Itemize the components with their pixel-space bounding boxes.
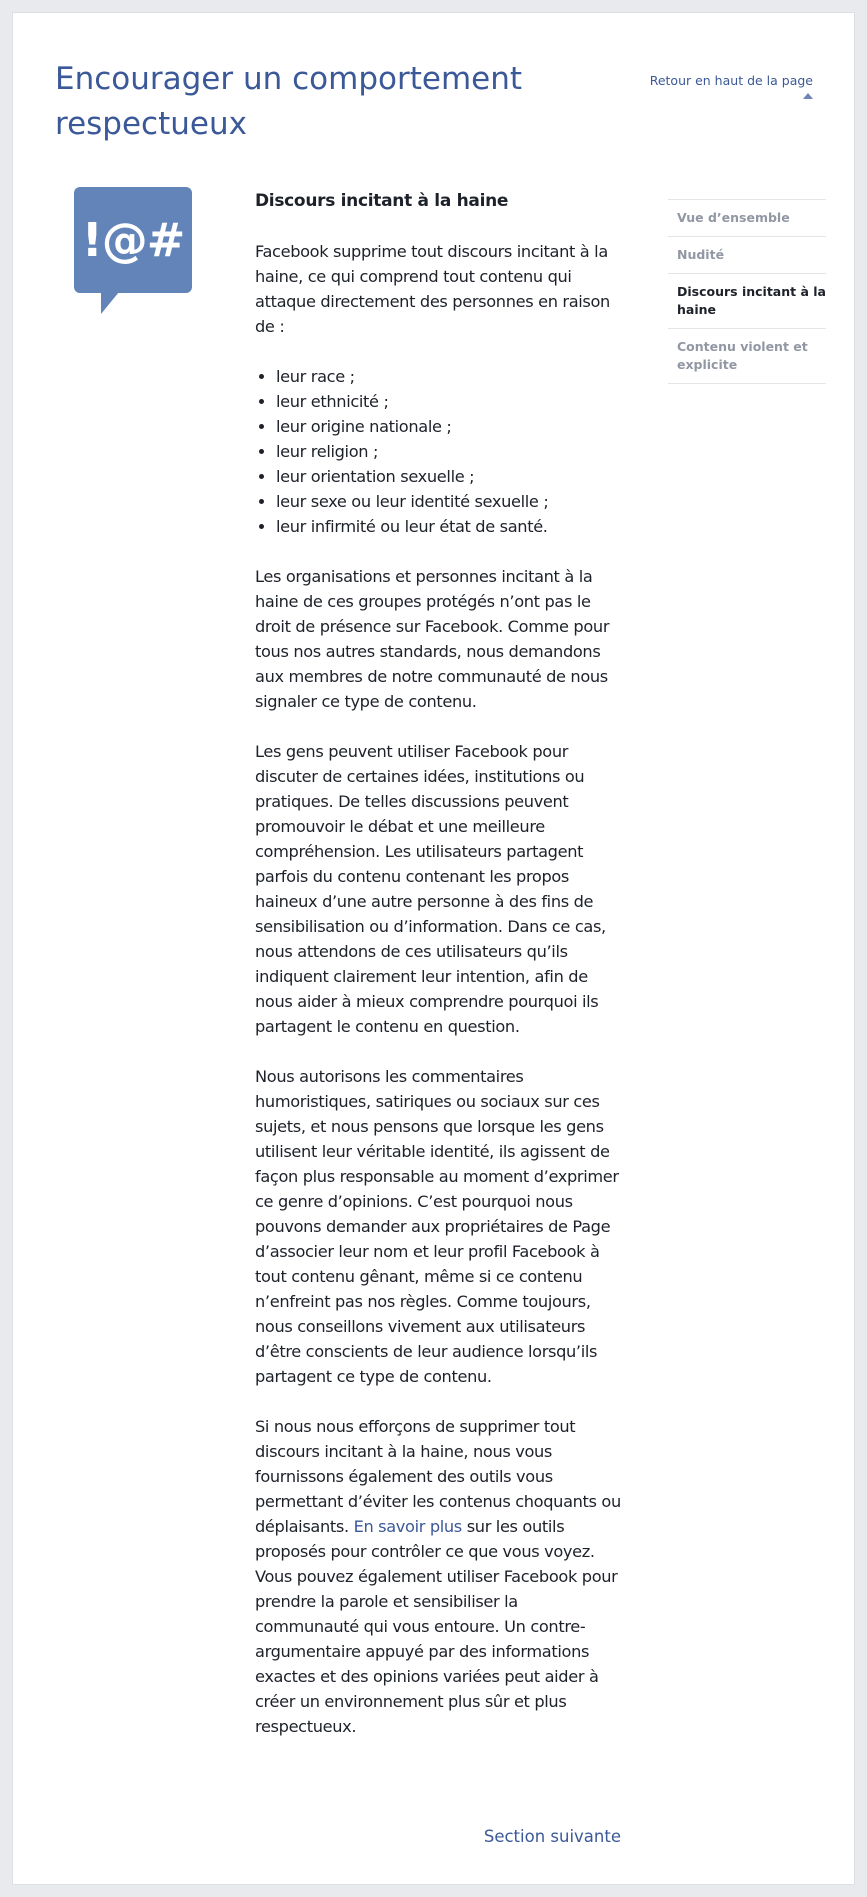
paragraph-organisations: Les organisations et personnes incitant à la haine de ces groupes protégés n’ont pas le droit de présence sur Facebook. Comme pour tous nos autres standards, nous demandons aux membres de notre communauté de nous signaler ce type de contenu. (255, 567, 610, 711)
page-title: Encourager un comportement respectueux (55, 61, 523, 142)
list-item: • leur ethnicité ; (276, 389, 621, 414)
tools-text-before: Si nous nous efforçons de supprimer tout discours incitant à la haine, nous vous fournissons également des outils vous permettant d’éviter les contenus choquants ou déplaisants. (255, 1417, 621, 1536)
section-nav (668, 199, 826, 384)
next-section-link[interactable]: Section suivante (483, 1827, 621, 1846)
content-card (12, 12, 855, 1885)
learn-more-link[interactable]: En savoir plus (353, 1517, 462, 1536)
list-item: • leur orientation sexuelle ; (276, 464, 621, 489)
nav-item-violent-content[interactable]: Contenu violent et explicite (668, 329, 826, 384)
nav-item-hate-speech[interactable]: Discours incitant à la haine (668, 274, 826, 329)
list-item: • leur sexe ou leur identité sexuelle ; (276, 489, 621, 514)
list-item: • leur religion ; (276, 439, 621, 464)
arrow-up-icon (803, 93, 813, 99)
paragraph-discussion: Les gens peuvent utiliser Facebook pour discuter de certaines idées, institutions ou pratiques. De telles discussions peuvent promouvoir le débat et une meilleure compréhension. Les utilisateurs partagent parfois du contenu contenant les propos haineux d’une autre personne à des fins de sensibilisation ou d’information. Dans ce cas, nous attendons de ces utilisateurs qu’ils indiquent clairement leur intention, afin de nous aider à mieux comprendre pourquoi ils partagent le contenu en question. (255, 742, 606, 1036)
tools-text-after: sur les outils proposés pour contrôler ce que vous voyez. Vous pouvez également utiliser Facebook pour prendre la parole et sensibiliser la communauté qui vous entoure. Un contre-argumentaire appuyé par des informations exactes et des opinions variées peut aider à créer un environnement plus sûr et plus respectueux. (255, 1517, 618, 1736)
intro-paragraph: Facebook supprime tout discours incitant à la haine, ce qui comprend tout contenu qui attaque directement des personnes en raison de : (255, 242, 610, 336)
nav-item-overview[interactable]: Vue d’ensemble (668, 200, 826, 237)
nav-item-nudity[interactable]: Nudité (668, 237, 826, 274)
speech-bubble-tail-icon (101, 292, 119, 314)
back-to-top-link[interactable] (650, 73, 813, 99)
list-item: • leur race ; (276, 364, 621, 389)
paragraph-humor: Nous autorisons les commentaires humoristiques, satiriques ou sociaux sur ces sujets, et nous pensons que lorsque les gens utilisent leur véritable identité, ils agissent de façon plus responsable au moment d’exprimer ce genre d’opinions. C’est pourquoi nous pouvons demander aux propriétaires de Page d’associer leur nom et leur profil Facebook à tout contenu gênant, même si ce contenu n’enfreint pas nos règles. Comme toujours, nous conseillons vivement aux utilisateurs d’être conscients de leur audience lorsqu’ils partagent ce type de contenu. (255, 1067, 619, 1386)
list-item: • leur infirmité ou leur état de santé. (276, 514, 621, 539)
section-heading: Discours incitant à la haine (255, 191, 509, 211)
article-body (255, 189, 621, 1764)
back-to-top-label: Retour en haut de la page (649, 73, 813, 88)
list-item: • leur origine nationale ; (276, 414, 621, 439)
protected-groups-list (255, 364, 621, 539)
hate-speech-symbol-icon: !@# (74, 187, 192, 293)
paragraph-tools (255, 1414, 621, 1739)
